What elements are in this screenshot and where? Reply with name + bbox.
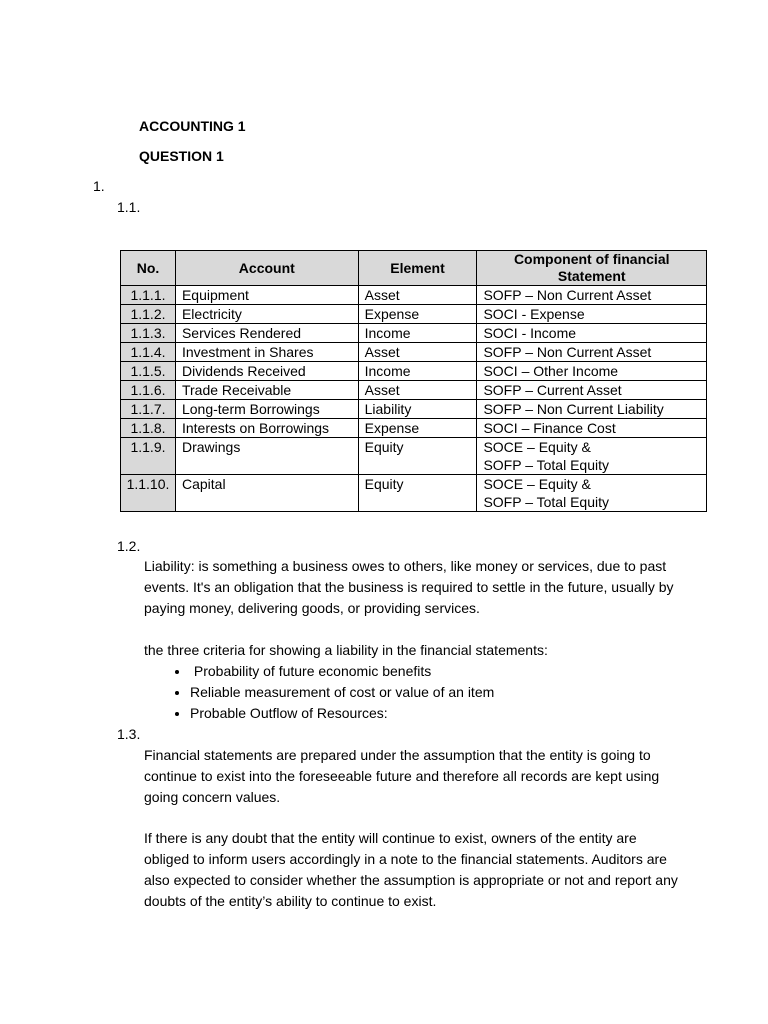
row-number: 1.1.6. bbox=[121, 381, 176, 400]
column-header-component: Component of financial Statement bbox=[477, 251, 707, 286]
table-row bbox=[121, 324, 707, 343]
component-cell: SOCI - Expense bbox=[477, 305, 707, 324]
going-concern-paragraph: Financial statements are prepared under the assumption that the entity is going to continue to exist into the foreseeable future and therefore all records are kept using going concern values. bbox=[144, 747, 660, 805]
component-line: SOCE – Equity & bbox=[483, 476, 591, 492]
element-cell: Equity bbox=[358, 475, 477, 512]
table-row bbox=[121, 362, 707, 381]
criteria-list bbox=[144, 661, 494, 724]
component-cell: SOCI - Income bbox=[477, 324, 707, 343]
column-header-no: No. bbox=[121, 251, 176, 286]
account-cell: Electricity bbox=[175, 305, 358, 324]
component-line: SOFP – Total Equity bbox=[483, 457, 610, 473]
row-number: 1.1.3. bbox=[121, 324, 176, 343]
row-number: 1.1.2. bbox=[121, 305, 176, 324]
table-row bbox=[121, 343, 707, 362]
account-cell: Services Rendered bbox=[175, 324, 358, 343]
account-cell: Interests on Borrowings bbox=[175, 419, 358, 438]
criteria-intro: the three criteria for showing a liability in the financial statements: bbox=[144, 642, 548, 658]
accounts-table bbox=[120, 250, 707, 512]
component-cell bbox=[477, 475, 707, 512]
column-header-account: Account bbox=[175, 251, 358, 286]
list-item: • Probability of future economic benefits bbox=[190, 661, 494, 682]
element-cell: Expense bbox=[358, 419, 477, 438]
question-heading: QUESTION 1 bbox=[139, 148, 224, 164]
table-header-row bbox=[121, 251, 707, 286]
row-number: 1.1.5. bbox=[121, 362, 176, 381]
element-cell: Income bbox=[358, 362, 477, 381]
row-number: 1.1.4. bbox=[121, 343, 176, 362]
table-row bbox=[121, 381, 707, 400]
table-row bbox=[121, 438, 707, 475]
component-cell: SOFP – Non Current Asset bbox=[477, 343, 707, 362]
element-cell: Expense bbox=[358, 305, 477, 324]
component-cell: SOCI – Other Income bbox=[477, 362, 707, 381]
account-cell: Dividends Received bbox=[175, 362, 358, 381]
item-number-1-3: 1.3. bbox=[117, 726, 141, 742]
component-cell bbox=[477, 438, 707, 475]
row-number: 1.1.9. bbox=[121, 438, 176, 475]
component-cell: SOCI – Finance Cost bbox=[477, 419, 707, 438]
doubt-paragraph: If there is any doubt that the entity will continue to exist, owners of the entity are obliged to inform users accordingly in a note to the financial statements. Auditors are also expected to consider whether the assumption is appropriate or not and report any doubts of the entity’s ability to continue to exist. bbox=[144, 830, 678, 909]
element-cell: Asset bbox=[358, 381, 477, 400]
table-row bbox=[121, 400, 707, 419]
column-header-element: Element bbox=[358, 251, 477, 286]
account-cell: Drawings bbox=[175, 438, 358, 475]
liability-definition: Liability: is something a business owes to others, like money or services, due to past events. It's an obligation that the business is required to settle in the future, usually by paying money, delivering goods, or providing services. bbox=[144, 558, 674, 616]
item-number-1-1: 1.1. bbox=[117, 199, 141, 215]
row-number: 1.1.8. bbox=[121, 419, 176, 438]
component-cell: SOFP – Current Asset bbox=[477, 381, 707, 400]
table-row bbox=[121, 419, 707, 438]
list-item: • Reliable measurement of cost or value of an item bbox=[190, 682, 494, 703]
account-cell: Equipment bbox=[175, 286, 358, 305]
element-cell: Liability bbox=[358, 400, 477, 419]
element-cell: Income bbox=[358, 324, 477, 343]
account-cell: Capital bbox=[175, 475, 358, 512]
component-cell: SOFP – Non Current Asset bbox=[477, 286, 707, 305]
table-row bbox=[121, 475, 707, 512]
account-cell: Investment in Shares bbox=[175, 343, 358, 362]
element-cell: Asset bbox=[358, 286, 477, 305]
component-cell: SOFP – Non Current Liability bbox=[477, 400, 707, 419]
item-number-1: 1. bbox=[93, 178, 105, 194]
component-line: SOFP – Total Equity bbox=[483, 494, 610, 510]
table-row bbox=[121, 286, 707, 305]
table-row bbox=[121, 305, 707, 324]
account-cell: Trade Receivable bbox=[175, 381, 358, 400]
row-number: 1.1.7. bbox=[121, 400, 176, 419]
list-item: • Probable Outflow of Resources: bbox=[190, 703, 494, 724]
item-number-1-2: 1.2. bbox=[117, 538, 141, 554]
document-title: ACCOUNTING 1 bbox=[139, 118, 246, 134]
row-number: 1.1.1. bbox=[121, 286, 176, 305]
element-cell: Equity bbox=[358, 438, 477, 475]
row-number: 1.1.10. bbox=[121, 475, 176, 512]
element-cell: Asset bbox=[358, 343, 477, 362]
account-cell: Long-term Borrowings bbox=[175, 400, 358, 419]
component-line: SOCE – Equity & bbox=[483, 439, 591, 455]
